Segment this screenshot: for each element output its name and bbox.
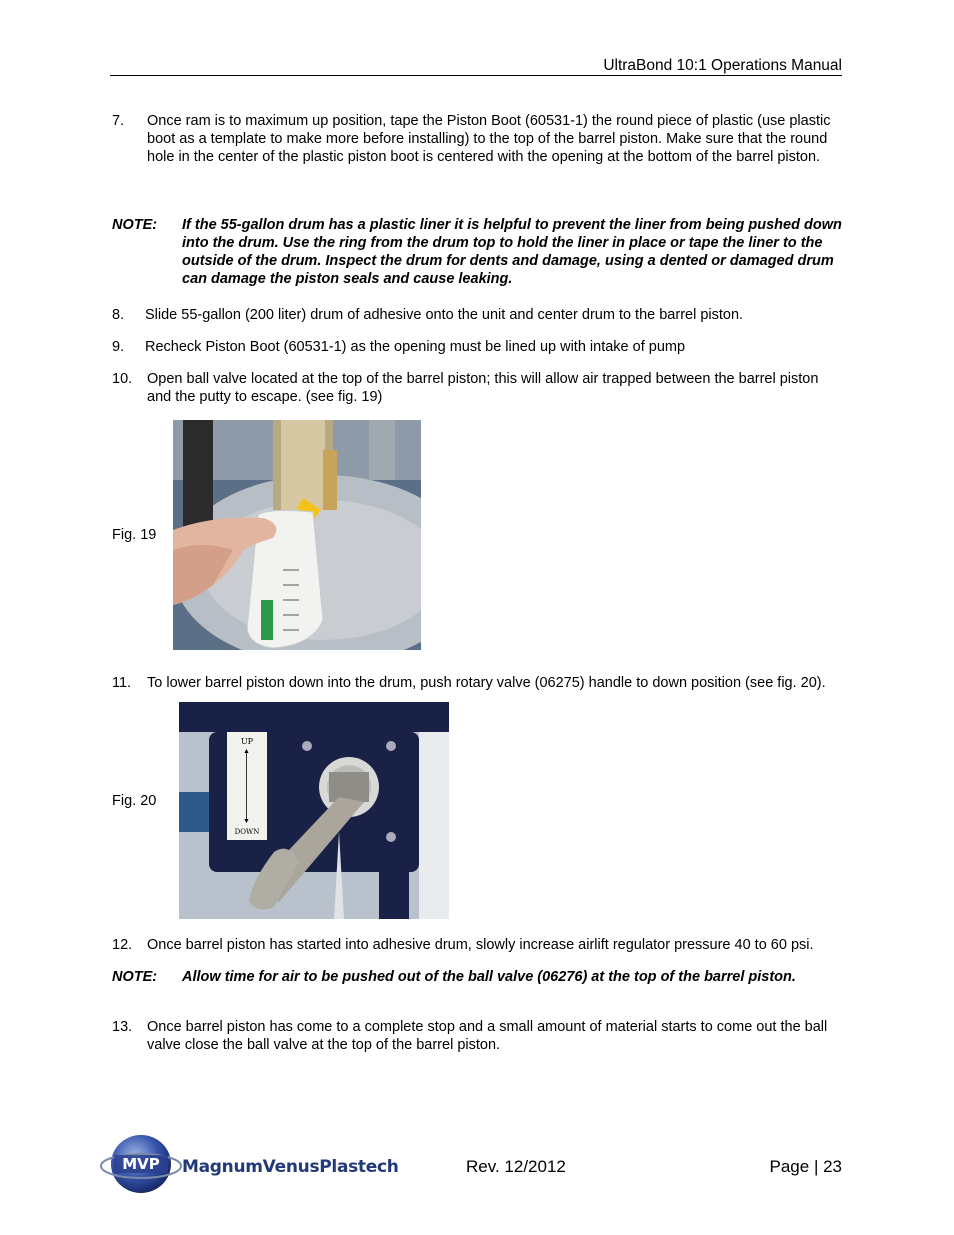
step-text: To lower barrel piston down into the drum, push rotary valve (06275) handle to down position (see fig. 20). [147, 675, 826, 691]
logo-wordmark: MagnumVenusPlastech [182, 1157, 399, 1177]
step-text: Once barrel piston has started into adhesive drum, slowly increase airlift regulator pressure 40 to 60 psi. [147, 937, 814, 953]
header-rule [110, 75, 842, 76]
note-label: NOTE: [112, 217, 158, 233]
step-text: Once ram is to maximum up position, tape the Piston Boot (60531-1) the round piece of plastic (use plastic boot as a template to make more before installing) to the top of the barrel piston. Make sure that the round hole in the center of the plastic piston boot is centered with the opening at the bottom of the barrel piston. [147, 113, 831, 165]
step-number: 11. [112, 675, 132, 691]
step-text: Recheck Piston Boot (60531-1) as the opening must be lined up with intake of pump [145, 339, 686, 355]
step-number: 13. [112, 1019, 133, 1035]
rotary-valve-photo [179, 702, 449, 919]
note-label: NOTE: [112, 969, 158, 985]
page-number: Page | 23 [769, 1157, 842, 1176]
step-text: Open ball valve located at the top of the barrel piston; this will allow air trapped between the barrel piston and the putty to escape. (see fig. 19) [147, 371, 819, 405]
panel-arrow-line [246, 750, 247, 822]
direction-panel [227, 732, 267, 840]
panel-down-label: DOWN [234, 828, 260, 836]
ball-valve-photo [173, 420, 421, 650]
revision-date: Rev. 12/2012 [466, 1157, 566, 1176]
figure-20-photo [179, 702, 449, 919]
arrow-down-icon: ▼ [243, 818, 250, 825]
step-text: Once barrel piston has come to a complete stop and a small amount of material starts to come out the ball valve close the ball valve at the top of the barrel piston. [147, 1019, 828, 1053]
company-logo [100, 1133, 182, 1195]
step-text: Slide 55-gallon (200 liter) drum of adhesive onto the unit and center drum to the barrel piston. [145, 307, 744, 323]
header-title: UltraBond 10:1 Operations Manual [603, 57, 842, 74]
figure-label: Fig. 20 [112, 793, 157, 809]
arrow-up-icon: ▲ [243, 748, 250, 755]
logo-badge-text: MVP [122, 1155, 160, 1173]
figure-19-photo [173, 420, 421, 650]
panel-up-label: UP [240, 737, 254, 746]
step-number: 10. [112, 371, 133, 387]
step-number: 12. [112, 937, 133, 953]
note-text: If the 55-gallon drum has a plastic liner it is helpful to prevent the liner from being pushed down into the drum. Use the ring from the drum top to hold the liner in place or tape the liner to the outside of the drum. Inspect the drum for dents and damage, using a dented or damaged drum can damage the piston seals and cause leaking. [182, 217, 842, 287]
note-text: Allow time for air to be pushed out of the ball valve (06276) at the top of the barrel piston. [182, 969, 796, 985]
figure-label: Fig. 19 [112, 527, 157, 543]
step-number: 8. [112, 307, 125, 323]
step-number: 7. [112, 113, 125, 129]
step-number: 9. [112, 339, 125, 355]
